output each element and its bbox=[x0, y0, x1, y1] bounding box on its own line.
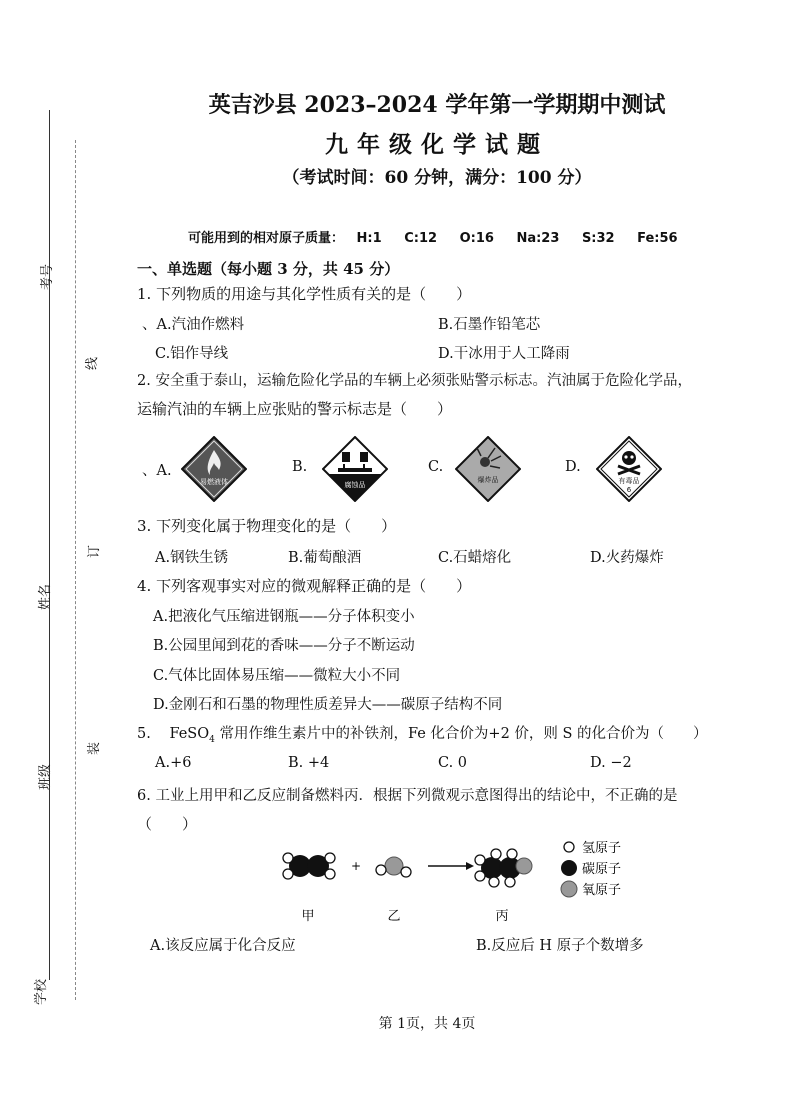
margin-ding-char: 订 bbox=[87, 544, 102, 558]
q1-option-d: D.干冰用于人工降雨 bbox=[438, 346, 570, 362]
q5-stem-text: 常用作维生素片中的补铁剂，Fe 化合价为+2 价，则 S 的化合价为（ ） bbox=[219, 726, 708, 742]
q1-stem: 1. 下列物质的用途与其化学性质有关的是（ ） bbox=[137, 285, 472, 303]
atomic-mass-c: C:12 bbox=[404, 231, 438, 246]
margin-line-2 bbox=[49, 630, 50, 980]
page-number: 第 1页，共 4页 bbox=[378, 1016, 476, 1032]
toxic-sign bbox=[596, 436, 662, 502]
molecule-jia bbox=[283, 853, 335, 879]
exam-no-label: 考号 bbox=[40, 263, 55, 290]
q3-option-d: D.火药爆炸 bbox=[590, 550, 664, 566]
atomic-mass-o: O:16 bbox=[459, 231, 494, 246]
q2-option-d: D. bbox=[565, 459, 581, 475]
corrosive-sign bbox=[322, 436, 388, 502]
school-label: 学校 bbox=[34, 978, 49, 1005]
q1-option-a: 、A.汽油作燃料 bbox=[142, 317, 245, 333]
legend bbox=[561, 841, 621, 898]
q4-option-c: C.气体比固体易压缩——微粒大小不同 bbox=[153, 668, 401, 684]
q4-option-a: A.把液化气压缩进钢瓶——分子体积变小 bbox=[153, 609, 415, 625]
margin-zhuang-char: 装 bbox=[87, 741, 102, 755]
atomic-mass-line bbox=[188, 227, 696, 246]
explosive-sign bbox=[455, 436, 521, 502]
q4-option-d: D.金刚石和石墨的物理性质差异大——碳原子结构不同 bbox=[153, 697, 503, 713]
q5-option-d: D. −2 bbox=[590, 755, 632, 771]
legend-oxygen: 氧原子 bbox=[582, 883, 622, 898]
margin-line-char: 线 bbox=[85, 356, 100, 370]
atomic-mass-s: S:32 bbox=[581, 231, 615, 246]
flammable-liquid-sign bbox=[181, 436, 247, 502]
molecule-yi bbox=[376, 857, 411, 877]
exam-subject: 九年级化学试题 bbox=[325, 131, 549, 158]
molecule-bing bbox=[475, 849, 532, 887]
label-yi: 乙 bbox=[387, 909, 401, 924]
atomic-mass-na: Na:23 bbox=[516, 231, 560, 246]
class-label: 班级 bbox=[38, 763, 53, 790]
q2-option-a: 、A. bbox=[142, 463, 172, 479]
exam-title: 英吉沙县 2023–2024 学年第一学期期中测试 bbox=[208, 92, 666, 118]
q4-stem: 4. 下列客观事实对应的微观解释正确的是（ ） bbox=[137, 577, 472, 595]
sign-a-text: 易燃液体 bbox=[200, 478, 228, 486]
legend-hydrogen: 氢原子 bbox=[582, 841, 622, 856]
q4-option-b: B.公园里闻到花的香味——分子不断运动 bbox=[153, 638, 415, 654]
q1-option-c: C.铝作导线 bbox=[155, 346, 229, 362]
margin-line-1 bbox=[49, 110, 50, 630]
q5-option-b: B. +4 bbox=[288, 755, 330, 771]
q3-option-b: B.葡萄酿酒 bbox=[288, 550, 362, 566]
q5-option-a: A.+6 bbox=[155, 755, 192, 771]
plus-sign: + bbox=[350, 859, 362, 873]
atomic-mass-label: 可能用到的相对原子质量： bbox=[188, 231, 345, 246]
q6-stem-line1: 6. 工业上用甲和乙反应制备燃料丙．根据下列微观示意图得出的结论中，不正确的是 bbox=[137, 788, 678, 804]
q2-stem-line2: 运输汽油的车辆上应张贴的警示标志是（ ） bbox=[137, 400, 453, 418]
q5-stem bbox=[137, 723, 708, 751]
legend-carbon: 碳原子 bbox=[582, 862, 622, 877]
sign-d-number: 6 bbox=[626, 486, 632, 494]
q3-option-c: C.石蜡熔化 bbox=[438, 550, 512, 566]
margin-line-3 bbox=[75, 140, 76, 1000]
reaction-diagram bbox=[270, 838, 670, 928]
sign-c-text: 爆炸品 bbox=[477, 476, 499, 484]
q5-formula: FeSO$_4$ bbox=[169, 726, 215, 745]
q1-option-b: B.石墨作铅笔芯 bbox=[438, 317, 541, 333]
atomic-mass-fe: Fe:56 bbox=[637, 231, 678, 246]
label-bing: 丙 bbox=[495, 909, 509, 924]
q6-stem-line2: （ ） bbox=[137, 815, 198, 833]
sign-b-text: 腐蚀品 bbox=[344, 481, 366, 489]
q3-option-a: A.钢铁生锈 bbox=[155, 550, 229, 566]
q2-stem-line1: 2. 安全重于泰山，运输危险化学品的车辆上必须张贴警示标志。汽油属于危险化学品， bbox=[137, 373, 692, 389]
q6-option-a: A.该反应属于化合反应 bbox=[150, 938, 296, 954]
section-title: 一、单选题（每小题 3 分，共 45 分） bbox=[137, 260, 400, 278]
q5-option-c: C. 0 bbox=[438, 755, 468, 771]
q3-stem: 3. 下列变化属于物理变化的是（ ） bbox=[137, 517, 397, 535]
name-label: 姓名 bbox=[38, 583, 53, 610]
q2-option-b: B. bbox=[292, 459, 308, 475]
q2-option-c: C. bbox=[428, 459, 444, 475]
sign-d-text: 有毒品 bbox=[618, 477, 640, 485]
q6-option-b: B.反应后 H 原子个数增多 bbox=[476, 938, 644, 954]
exam-info: （考试时间：60 分钟，满分：100 分） bbox=[282, 168, 592, 188]
label-jia: 甲 bbox=[301, 909, 315, 924]
atomic-mass-h: H:1 bbox=[356, 231, 382, 246]
q5-number: 5. bbox=[137, 726, 151, 742]
